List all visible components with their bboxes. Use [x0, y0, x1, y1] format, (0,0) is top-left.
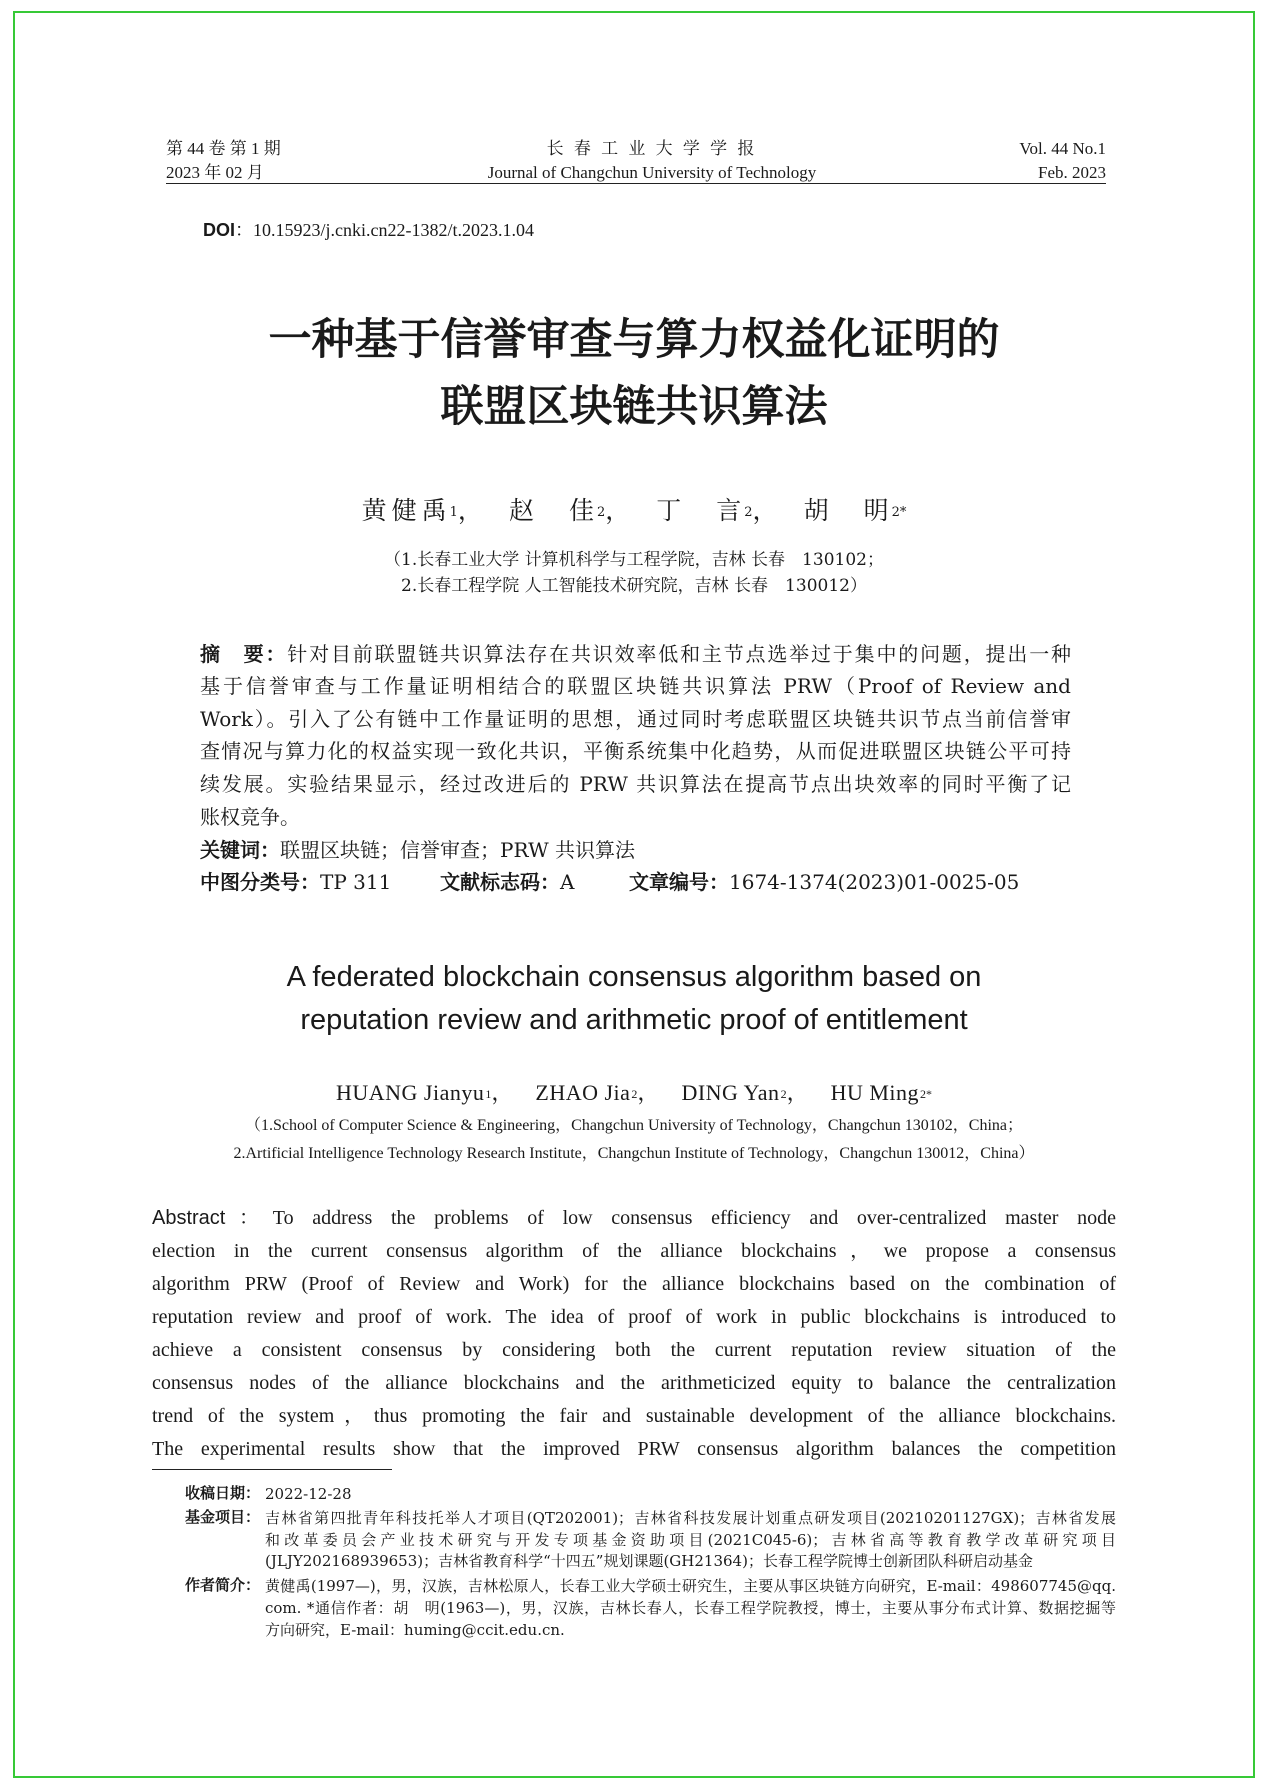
author-affil-mark: 2* [920, 1087, 933, 1101]
author-affil-mark: 2* [891, 505, 907, 520]
abstract-cn-line: 基于信誉审查与工作量证明相结合的联盟区块链共识算法 PRW（Proof of Review and [200, 674, 1071, 698]
author-bio-line: 方向研究，E-mail：huming@ccit.edu.cn. [265, 1621, 565, 1639]
author-separator: ， [637, 1080, 660, 1105]
abstract-en-label: Abstract： [152, 1207, 273, 1229]
abstract-en-line [152, 1205, 1116, 1231]
article-id-label: 文章编号： [629, 872, 729, 894]
author-affil-mark: 2 [631, 1087, 638, 1101]
author-name: 赵 佳 [508, 496, 599, 525]
author-affil-mark: 1 [485, 1087, 492, 1101]
abstract-cn-label: 摘 要： [200, 644, 288, 666]
author-name: HUANG Jianyu [335, 1080, 485, 1105]
abstract-cn-line: 查情况与算力化的权益实现一致化共识，平衡系统集中化趋势，从而促进联盟区块链公平可持 [200, 739, 1071, 763]
funding-line: (JLJY202168939653)；吉林省教育科学“十四五”规划课题(GH21364)；长春工程学院博士创新团队科研启动基金 [265, 1552, 1033, 1570]
header-volume-cn: 第 44 卷 第 1 期 [166, 139, 281, 158]
author-bio-label: 作者简介： [185, 1577, 261, 1594]
affiliation-en-2: 2.Artificial Intelligence Technology Research Institute，Changchun Institute of Technology，Changchun 130012，China） [233, 1145, 1035, 1162]
author-affil-mark: 2 [780, 1087, 787, 1101]
title-cn-line-1: 一种基于信誉审查与算力权益化证明的 [268, 315, 1000, 365]
author-en [681, 1080, 830, 1109]
author-separator: ， [786, 1080, 809, 1105]
keywords-value: 联盟区块链；信誉审查；PRW 共识算法 [280, 838, 635, 862]
author-separator: ， [605, 496, 631, 525]
abstract-en-line: consensus nodes of the alliance blockchains and the arithmeticized equity to balance the centralization [152, 1372, 1116, 1394]
abstract-cn-line: 续发展。实验结果显示，经过改进后的 PRW 共识算法在提高节点出块效率的同时平衡了记 [200, 772, 1071, 796]
abstract-en-line: algorithm PRW (Proof of Review and Work) for the alliance blockchains based on the combination of [152, 1273, 1116, 1295]
abstract-cn-text: 针对目前联盟链共识算法存在共识效率低和主节点选举过于集中的问题，提出一种 [287, 642, 1072, 666]
author-affil-mark: 2 [596, 505, 606, 520]
article-id [629, 869, 1019, 896]
author-affil-mark: 1 [449, 505, 458, 520]
footnote-rule [152, 1469, 392, 1470]
author-name: 黄健禹 [361, 496, 452, 525]
abstract-en-line: The experimental results show that the improved PRW consensus algorithm balances the competition [152, 1438, 1116, 1460]
clc-number [200, 869, 391, 896]
abstract-en-line: trend of the system，thus promoting the fair and sustainable development of the alliance blockchains. [152, 1405, 1116, 1427]
affiliation-en-1: （1.School of Computer Science & Engineering，Changchun University of Technology，Changchun 130102，China； [244, 1117, 1023, 1134]
funding-line: 吉林省第四批青年科技托举人才项目(QT202001)；吉林省科技发展计划重点研发项目(20210201127GX)；吉林省发展 [265, 1509, 1116, 1527]
funding-label: 基金项目： [185, 1509, 261, 1526]
abstract-cn-line: 账权竞争。 [200, 805, 300, 829]
author-separator: ， [491, 1080, 514, 1105]
document-code [440, 869, 574, 896]
header-date-en: Feb. 2023 [1038, 163, 1106, 182]
affiliation-cn-1: （1.长春工业大学 计算机科学与工程学院，吉林 长春 130102； [384, 550, 884, 570]
title-en-line-2: reputation review and arithmetic proof of entitlement [300, 1004, 968, 1036]
header-volume-en: Vol. 44 No.1 [1019, 139, 1106, 158]
doi-value: ：10.15923/j.cnki.cn22-1382/t.2023.1.04 [235, 220, 534, 240]
author-cn [509, 496, 656, 531]
author-en [831, 1080, 932, 1109]
header-journal-cn: 长 春 工 业 大 学 学 报 [546, 139, 758, 158]
author-name: HU Ming [830, 1080, 920, 1105]
author-separator: ， [457, 496, 483, 525]
author-name: ZHAO Jia [535, 1080, 631, 1105]
article-id-value: 1674-1374(2023)01-0025-05 [729, 870, 1020, 894]
author-name: 胡 明 [803, 496, 894, 525]
author-bio-line: 黄健禹(1997—)，男，汉族，吉林松原人，长春工业大学硕士研究生，主要从事区块链方向研究，E-mail：498607745@qq. [265, 1577, 1116, 1595]
author-cn [804, 496, 907, 531]
received-date-value: 2022-12-28 [265, 1485, 352, 1503]
author-separator: ， [752, 496, 778, 525]
abstract-en-line: achieve a consistent consensus by considering both the current reputation review situation of the [152, 1339, 1116, 1361]
received-date-label: 收稿日期： [185, 1485, 261, 1502]
title-cn-line-2: 联盟区块链共识算法 [440, 382, 828, 432]
author-affil-mark: 2 [744, 505, 753, 520]
keywords-cn [200, 837, 1071, 864]
document-code-label: 文献标志码： [440, 872, 560, 894]
header-rule [166, 183, 1106, 184]
title-en-line-1: A federated blockchain consensus algorithm based on [286, 961, 982, 993]
author-en [535, 1080, 681, 1109]
author-name: DING Yan [681, 1080, 780, 1105]
doi-line [203, 219, 534, 241]
abstract-cn-line [200, 641, 1071, 668]
clc-value: TP 311 [320, 870, 392, 894]
keywords-label: 关键词： [200, 840, 280, 862]
funding-line: 和改革委员会产业技术研究与开发专项基金资助项目(2021C045-6)；吉林省高等教育教学改革研究项目 [265, 1531, 1116, 1549]
author-cn [656, 496, 803, 531]
author-name: 丁 言 [656, 496, 747, 525]
authors-en [134, 1080, 1134, 1109]
abstract-en-text: To address the problems of low consensus efficiency and over-centralized master node [272, 1207, 1117, 1229]
author-en [336, 1080, 535, 1109]
author-cn [362, 496, 509, 531]
abstract-en-line: reputation review and proof of work. The idea of proof of work in public blockchains is introduced to [152, 1306, 1116, 1328]
abstract-en-line: election in the current consensus algorithm of the alliance blockchains，we propose a consensus [152, 1240, 1116, 1262]
author-bio-line: com. *通信作者：胡 明(1963—)，男，汉族，吉林长春人，长春工程学院教授，博士，主要从事分布式计算、数据挖掘等 [265, 1599, 1116, 1617]
document-code-value: A [560, 870, 575, 894]
header-journal-en: Journal of Changchun University of Technology [487, 163, 817, 182]
clc-label: 中图分类号： [200, 872, 320, 894]
affiliation-cn-2: 2.长春工程学院 人工智能技术研究院，吉林 长春 130012） [401, 576, 867, 596]
authors-cn [134, 496, 1134, 531]
doi-label: DOI [203, 220, 236, 240]
header-date-cn: 2023 年 02 月 [166, 163, 264, 182]
abstract-cn-line: Work）。引入了公有链中工作量证明的思想，通过同时考虑联盟区块链共识节点当前信誉审 [200, 707, 1071, 731]
